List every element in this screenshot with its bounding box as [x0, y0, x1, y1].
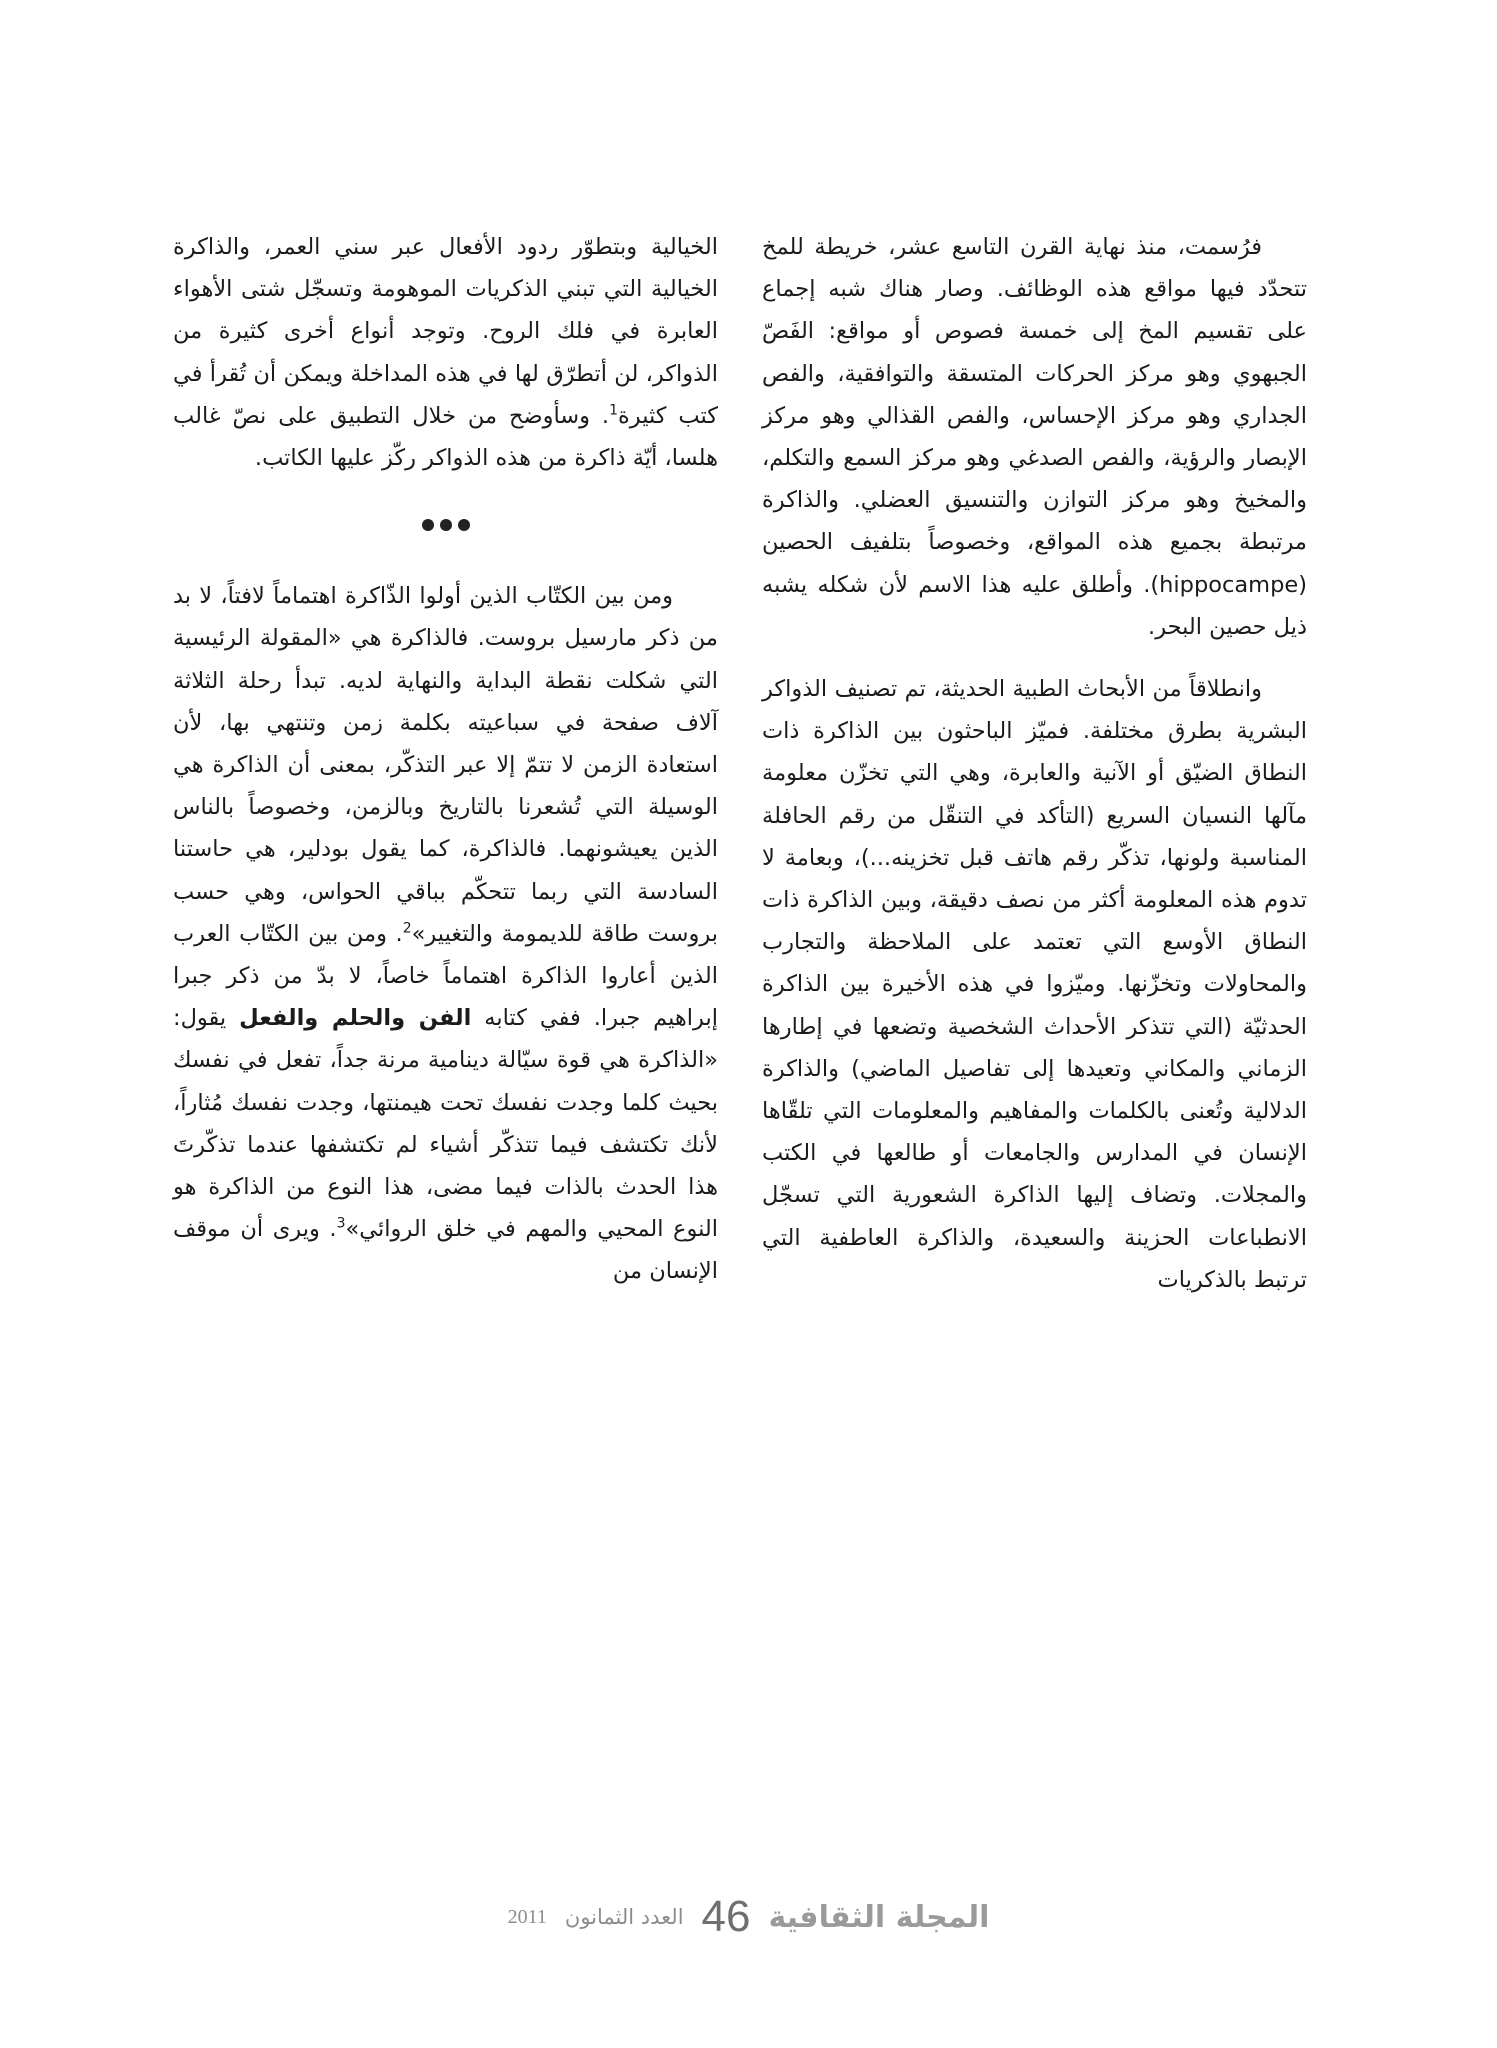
- book-title: الفن والحلم والفعل: [239, 1005, 472, 1032]
- paragraph-text: . ويرى أن موقف الإنسان من: [173, 1216, 718, 1285]
- paragraph-text: يقول: «الذاكرة هي قوة سيّالة دينامية مرنة جداً، تفعل في نفسك بحيث كلما وجدت نفسك تحت هيمنتها، وجدت نفسك مُثاراً، لأنك تكتشف فيما تتذكّر أشياء لم تكتشفها عندما تذكّرتَ هذا الحدث بالذات فيما مضى، هذا النوع من الذاكرة هو النوع المحيي والمهم في خلق الروائي»: [173, 1005, 718, 1243]
- left-text-column: [173, 226, 718, 1293]
- page-footer: [0, 1892, 1497, 1942]
- issue-label: العدد الثمانون: [564, 1905, 684, 1929]
- paragraph-memory-types: وانطلاقاً من الأبحاث الطبية الحديثة، تم تصنيف الذواكر البشرية بطرق مختلفة. فميّز الباحثون بين الذاكرة ذات النطاق الضيّق أو الآنية والعابرة، وهي التي تخزّن معلومة مآلها النسيان السريع (التأكد في التنقّل من رقم الحافلة المناسبة ولونها، تذكّر رقم هاتف قبل تخزينه...)، وبعامة لا تدوم هذه المعلومة أكثر من نصف دقيقة، وبين الذاكرة ذات النطاق الأوسع التي تعتمد على الملاحظة والتجارب والمحاولات وتخزّنها. وميّزوا في هذه الأخيرة بين الذاكرة الحدثيّة (التي تتذكر الأحداث الشخصية وتضعها في إطارها الزماني والمكاني وتعيدها إلى تفاصيل الماضي) والذاكرة الدلالية وتُعنى بالكلمات والمفاهيم والمعلومات التي تلقّاها الإنسان في المدارس والجامعات أو طالعها في الكتب والمجلات. وتضاف إليها الذاكرة الشعورية التي تسجّل الانطباعات الحزينة والسعيدة، والذاكرة العاطفية التي ترتبط بالذكريات: [762, 676, 1307, 1293]
- separator-dot: [458, 519, 470, 531]
- paragraph-text: الخيالية وبتطوّر ردود الأفعال عبر سني العمر، والذاكرة الخيالية التي تبني الذكريات الموهومة وتسجّل شتى الأهواء العابرة في فلك الروح. وتوجد أنواع أخرى كثيرة من الذواكر، لن أتطرّق لها في هذه المداخلة ويمكن أن تُقرأ في كتب كثيرة: [173, 234, 718, 429]
- footnote-ref-3: 3: [336, 1215, 346, 1232]
- paragraph-text: . ومن بين الكتّاب العرب الذين أعاروا الذاكرة اهتماماً خاصاً، لا بدّ من ذكر جبرا إبراهيم جبرا. ففي كتابه: [173, 920, 718, 1032]
- separator-dot: [422, 519, 434, 531]
- paragraph-imaginative-memory: [173, 226, 718, 479]
- page-number: 46: [701, 1892, 751, 1941]
- paragraph-proust-jabra: [173, 575, 718, 1292]
- issue-year: 2011: [507, 1905, 547, 1928]
- paragraph-brain-map: فرُسمت، منذ نهاية القرن التاسع عشر، خريطة للمخ تتحدّد فيها مواقع هذه الوظائف. وصار هناك شبه إجماع على تقسيم المخ إلى خمسة فصوص أو مواقع: الفَصّ الجبهوي وهو مركز الحركات المتسقة والتوافقية، والفص الجداري وهو مركز الإحساس، والفص القذالي وهو مركز الإبصار والرؤية، والفص الصدغي وهو مركز السمع والتكلم، والمخيخ وهو مركز التوازن والتنسيق العضلي. والذاكرة مرتبطة بجميع هذه المواقع، وخصوصاً بتلفيف الحصين (hippocampe). وأطلق عليه هذا الاسم لأن شكله يشبه ذيل حصين البحر.: [762, 234, 1307, 640]
- footnote-ref-2: 2: [402, 920, 412, 937]
- magazine-name: المجلة الثقافية: [768, 1899, 990, 1935]
- paragraph-text: ومن بين الكتّاب الذين أولوا الذّاكرة اهتماماً لافتاً، لا بد من ذكر مارسيل بروست. فالذاكرة هي «المقولة الرئيسية التي شكلت نقطة البداية والنهاية لديه. تبدأ رحلة الثلاثة آلاف صفحة في سباعيته بكلمة زمن وتنتهي بها، لأن استعادة الزمن لا تتمّ إلا عبر التذكّر، بمعنى أن الذاكرة هي الوسيلة التي تُشعرنا بالتاريخ وبالزمن، وخصوصاً بالناس الذين يعيشونهما. فالذاكرة، كما يقول بودلير، هي حاستنا السادسة التي ربما تتحكّم بباقي الحواس، وهي حسب بروست طاقة للديمومة والتغيير»: [173, 583, 718, 947]
- footnote-ref-1: 1: [609, 402, 618, 419]
- section-separator: [173, 519, 718, 531]
- paragraph-text: . وسأوضح من خلال التطبيق على نصّ غالب هلسا، أيّة ذاكرة من هذه الذواكر ركّز عليها الكاتب.: [173, 402, 718, 472]
- right-text-column: [762, 226, 1307, 1301]
- separator-dot: [440, 519, 452, 531]
